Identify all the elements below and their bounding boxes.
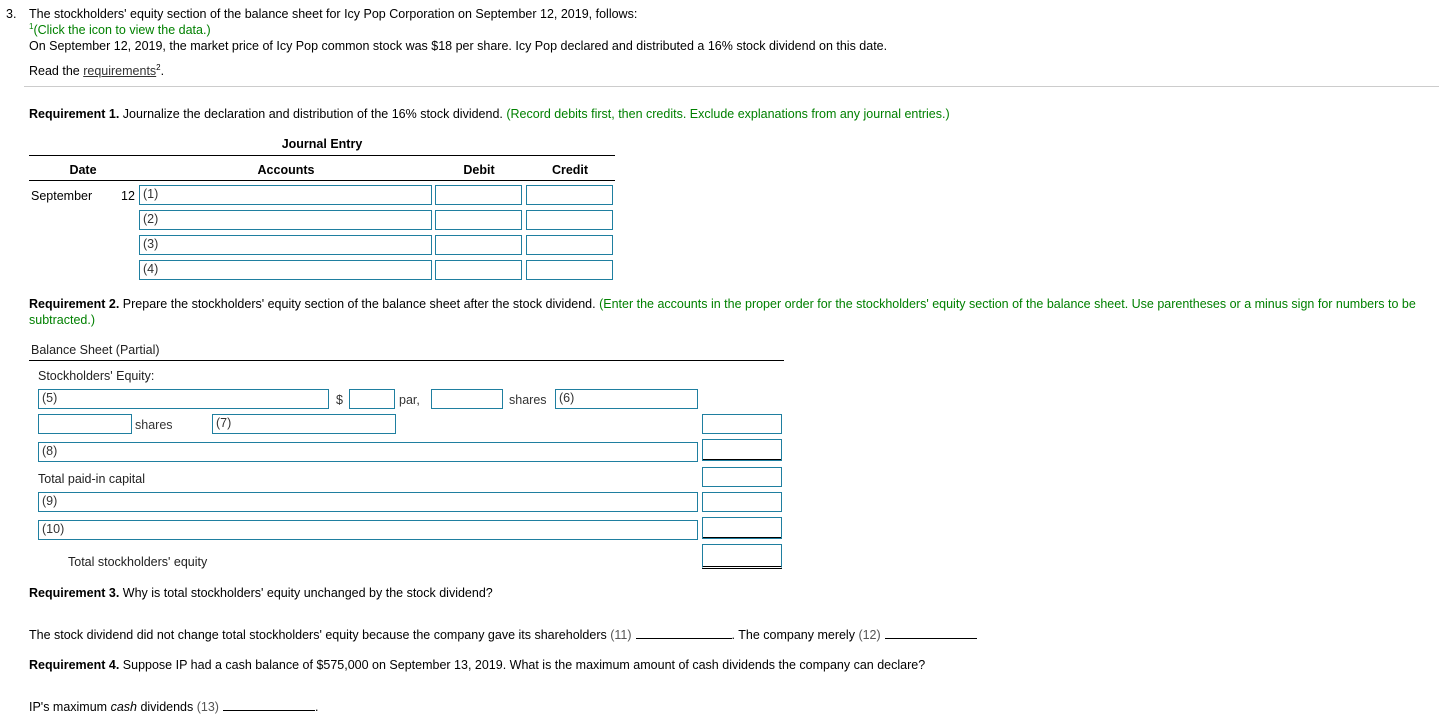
journal-credit-3[interactable] [526,235,613,255]
blank-12-dropdown[interactable] [885,628,977,639]
blank-11-label: (11) [610,628,632,642]
journal-debit-2[interactable] [435,210,522,230]
read-requirements [29,63,164,78]
col-credit: Credit [551,163,589,177]
divider [24,86,1439,87]
blank-12-label: (12) [858,628,881,642]
date-month: September [31,189,93,203]
equity-account-10[interactable]: (10) [38,520,698,540]
par-value-input[interactable] [349,389,395,409]
req2-note: (Enter the accounts in the proper order for the stockholders' equity section of the balance sheet. Use parentheses or a minus sign for numbers to be subtracted.) [29,297,1416,327]
equity-account-5[interactable]: (5) [38,389,329,409]
amount-total-equity[interactable] [702,544,782,569]
journal-account-4[interactable]: (4) [139,260,432,280]
par-label: par, [399,393,420,407]
dollar-sign: $ [336,393,343,407]
req3-sentence-a: The stock dividend did not change total stockholders' equity because the company gave its shareholders [29,628,611,642]
equity-description-7[interactable]: (7) [212,414,396,434]
req4-answer-end: . [314,700,319,714]
data-link-text: (Click the icon to view the data.) [33,23,211,38]
req1-label: Requirement 1. [29,107,120,121]
journal-account-3[interactable]: (3) [139,235,432,255]
balance-sheet-rule [29,360,784,361]
req2-text: Prepare the stockholders' equity section of the balance sheet after the stock dividend. [119,297,600,311]
req2-label: Requirement 2. [29,297,120,311]
req1-instruction [29,107,950,121]
amount-8[interactable] [702,439,782,461]
total-equity-label: Total stockholders' equity [68,555,208,569]
req3-instruction [29,586,493,600]
requirements-link[interactable]: requirements [83,64,157,79]
col-date: Date [69,163,97,177]
market-text: On September 12, 2019, the market price of Icy Pop common stock was $18 per share. Icy Pop declared and distributed a 16% stock dividend on this date. [29,39,888,53]
shares-issued-input[interactable] [38,414,132,434]
req4-instruction [29,658,925,672]
journal-account-2[interactable]: (2) [139,210,432,230]
total-paid-in-label: Total paid-in capital [38,472,146,486]
journal-title: Journal Entry [281,137,363,151]
journal-credit-2[interactable] [526,210,613,230]
req1-text: Journalize the declaration and distribution of the 16% stock dividend. [119,107,507,121]
req4-answer [29,700,318,714]
req1-note: (Record debits first, then credits. Exclude explanations from any journal entries.) [506,107,950,121]
question-number: 3. [6,7,17,21]
journal-title-rule [29,155,615,156]
req4-text: Suppose IP had a cash balance of $575,000 on September 13, 2019. What is the maximum amount of cash dividends the company can declare? [119,658,926,672]
req2-instruction [29,296,1419,328]
req4-label: Requirement 4. [29,658,120,672]
shares-label-2: shares [135,418,173,432]
section-title: Stockholders' Equity: [38,369,155,383]
equity-description-6[interactable]: (6) [555,389,698,409]
balance-sheet-title: Balance Sheet (Partial) [31,343,160,357]
col-accounts: Accounts [257,163,315,177]
amount-9[interactable] [702,492,782,512]
journal-debit-3[interactable] [435,235,522,255]
req4-answer-suffix: dividends [136,700,197,714]
journal-credit-4[interactable] [526,260,613,280]
journal-debit-4[interactable] [435,260,522,280]
journal-header-rule [29,180,615,181]
blank-13-label: (13) [196,700,219,714]
req4-answer-italic: cash [110,700,137,714]
equity-account-9[interactable]: (9) [38,492,698,512]
req4-answer-prefix: IP's maximum [29,700,111,714]
amount-total-paid-in[interactable] [702,467,782,487]
blank-11-dropdown[interactable] [636,628,732,639]
journal-credit-1[interactable] [526,185,613,205]
blank-13-input[interactable] [223,700,315,711]
amount-7[interactable] [702,414,782,434]
req3-text: Why is total stockholders' equity unchanged by the stock dividend? [119,586,493,600]
question-intro: The stockholders' equity section of the balance sheet for Icy Pop Corporation on September 12, 2019, follows: [29,7,638,21]
data-link[interactable] [29,22,211,37]
col-debit: Debit [463,163,495,177]
req3-sentence [29,628,977,642]
amount-10[interactable] [702,517,782,539]
equity-account-8[interactable]: (8) [38,442,698,462]
requirements-sup: 2 [156,63,161,72]
journal-debit-1[interactable] [435,185,522,205]
shares-label-1: shares [509,393,547,407]
read-prefix: Read the [29,64,84,79]
req3-sentence-b: . The company merely [731,628,859,642]
req3-label: Requirement 3. [29,586,120,600]
data-link-sup: 1 [29,22,34,31]
read-suffix: . [160,64,165,79]
journal-account-1[interactable]: (1) [139,185,432,205]
shares-authorized-input[interactable] [431,389,503,409]
date-day: 12 [121,189,135,203]
